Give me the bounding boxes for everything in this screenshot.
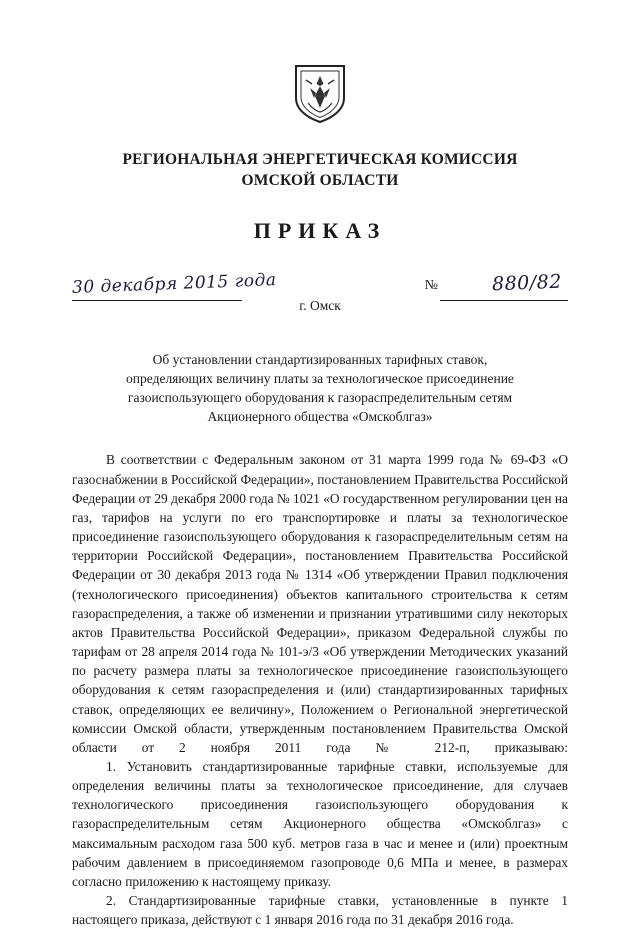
document-number-label: № (424, 277, 438, 293)
subject-line-4: Акционерного общества «Омскоблгаз» (207, 409, 433, 425)
document-type-heading: ПРИКАЗ (253, 217, 387, 243)
subject-line-2: определяющих величину платы за технологическое присоединение (126, 371, 514, 386)
document-number-handwritten: 880/82 (491, 270, 563, 296)
subject-line-3: газоиспользующего оборудования к газораспределительным сетям (127, 390, 513, 406)
body-paragraph-item-2: 2. Стандартизированные тарифные ставки, установленные в пункте 1 настоящего приказа, действуют с 1 января 2016 года по 31 декабря 2016 года. (72, 893, 568, 928)
document-body (72, 450, 568, 929)
document-city: г. Омск (299, 297, 341, 313)
body-paragraph-preamble: В соответствии с Федеральным законом от 31 марта 1999 года № 69-ФЗ «О газоснабжении в Российской Федерации», постановлением Правительства Российской Федерации от 29 декабря 2000 года № 1021 «О государственном регулировании цен на газ, тарифов на услуги по его транспортировке и платы за технологическое присоединение газоиспользующего оборудования к газораспределительным сетям на территории Российской Федерации», постановлением Правительства Российской Федерации от 30 декабря 2013 года № 1314 «Об утверждении Правил подключения (технологического присоединения) объектов капитального строительства к сетям газораспределения, а также об изменении и признании утратившими силу некоторых актов Правительства Российской Федерации», приказом Федеральной службы по тарифам от 28 апреля 2014 года № 101-э/3 «Об утверждении Методических указаний по расчету размера платы за технологическое присоединение газоиспользующего оборудования к сетям газораспределения и (или) стандартизированных тарифных ставок, определяющих ее величину», Положением о Региональной энергетической комиссии Омской области, утвержденным постановлением Правительства Омской области от 2 ноября 2011 года № 212-п, приказываю: (72, 452, 568, 755)
organization-title (72, 150, 568, 192)
subject-line-1: Об установлении стандартизированных тарифных ставок, (152, 351, 488, 367)
body-paragraph-item-1: 1. Установить стандартизированные тарифные ставки, используемые для определения величины платы за технологическое присоединение, для случаев технологического присоединения газоиспользующего оборудования к газораспределительным сетям Акционерного общества «Омскоблгаз» с максимальным расходом газа 500 куб. метров газа в час и менее и (или) проектным рабочим давлением в присоединяемом газопроводе 0,6 МПа и менее, в размерах согласно приложению к настоящему приказу. (72, 758, 568, 889)
document-meta-row (71, 269, 568, 320)
organization-title-line1: РЕГИОНАЛЬНАЯ ЭНЕРГЕТИЧЕСКАЯ КОМИССИЯ (122, 151, 518, 168)
emblem-container (72, 0, 568, 124)
organization-title-line2: ОМСКОЙ ОБЛАСТИ (241, 171, 399, 189)
coat-of-arms-icon (292, 62, 348, 124)
document-date-handwritten: 30 декабря 2015 года (71, 269, 277, 298)
number-underline (440, 300, 568, 301)
document-subject (72, 350, 568, 427)
